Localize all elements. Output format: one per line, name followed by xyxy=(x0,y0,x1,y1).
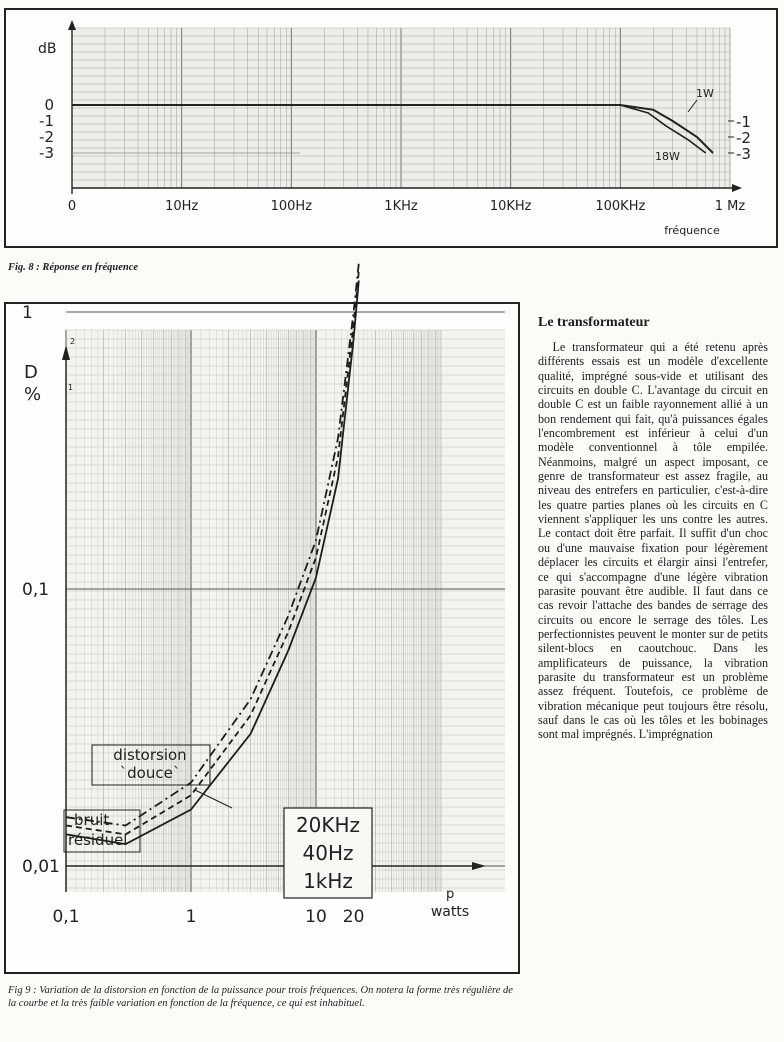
fig9-caption: Fig 9 : Variation de la distorsion en fonction de la puissance pour trois fréquences. On notera la forme très régulière de la courbe et la très faible variation en fonction de la fréquence, ce qui est inhabituel. xyxy=(8,985,513,1009)
fig9-x-tick: 0,1 xyxy=(52,907,80,927)
fig9-x-tick: 1 xyxy=(185,907,197,927)
fig9-y-tick: 0,1 xyxy=(22,580,50,600)
fig9-x-tick: 10 xyxy=(305,907,327,927)
fig9-x-tick: 20 xyxy=(342,907,365,927)
fig8-y-tick-right: -1 xyxy=(736,113,751,131)
fig9-x-label-unit: watts xyxy=(430,904,470,920)
fig8-x-tick: 1KHz xyxy=(384,199,418,214)
fig8-y-unit: dB xyxy=(38,41,57,57)
fig9-y-label-pct: % xyxy=(24,384,42,405)
fig9-top-tick: 2 xyxy=(70,337,76,346)
article-body: Le transformateur qui a été retenu après différents essais est un modèle d'excellente qualité, imprégné sous-vide et utilisant des circuits en double C. L'avantage du circuit en double C est un faible rayonnement allié à un bon rendement qui fait, qu'à puissances égales l'encombrement est inférieur à celui d'un modèle conventionnel à tôle empilée. Néanmoins, malgré un aspect imposant, ce genre de transformateur est assez fragile, au niveau des entrefers en particulier, c'est-à-dire les quatre parties planes où les circuits en C viennent s'appliquer les uns contre les autres. Le contact doit être parfait. Il suffit d'un choc ou d'une mauvaise fixation pour légèrement déplacer les circuits et élargir ainsi l'entrefer, ce qui s'accompagne d'une légère vibration parasite pouvant être audible. Il faut dans ce cas revoir l'attache des bandes de serrage des circuits ou encore le serrage des tôles. Les perfectionnistes peuvent le monter sur de petits silent-blocs en caoutchouc. Dans les amplificateurs de puissance, la vibration parasite du transformateur est un problème assez fréquent. Toutefois, ce problème de vibration mécanique peut toujours être résolu, sauf dans le cas où les tôles et les bobinages sont mal imprégnés. L'imprégnation xyxy=(538,340,768,742)
fig9-annotation-noise: résiduel xyxy=(68,831,128,849)
fig8-x-tick: 100KHz xyxy=(595,199,646,214)
fig9-annotation-noise: bruit xyxy=(74,811,110,829)
fig8-x-tick: 0 xyxy=(67,199,77,214)
fig8-y-tick-left: 0 xyxy=(44,96,54,114)
fig8-x-tick: 10KHz xyxy=(489,199,532,214)
fig8-x-label: fréquence xyxy=(664,224,720,237)
fig8-caption: Fig. 8 : Réponse en fréquence xyxy=(8,262,139,273)
fig8-y-tick-left: -1 xyxy=(39,112,54,130)
fig8-y-tick-left: -3 xyxy=(39,144,54,162)
fig9-x-label-p: p xyxy=(446,887,455,902)
article-heading: Le transformateur xyxy=(538,315,650,330)
fig9-annotation-distortion: distorsion xyxy=(113,746,187,764)
fig8-curve-label: 1W xyxy=(696,87,714,100)
fig9-annotation-distortion: `douce` xyxy=(119,764,181,782)
fig8-y-tick-right: -3 xyxy=(736,145,751,163)
fig9-legend-entry: 40Hz xyxy=(302,841,354,865)
fig9-legend-entry: 20KHz xyxy=(295,813,361,837)
fig9-y-tick: 1 xyxy=(22,303,33,323)
fig9-legend-entry: 1kHz xyxy=(303,869,353,893)
fig9-y-label-d: D xyxy=(24,362,38,383)
fig8-curve-label: 18W xyxy=(655,150,680,163)
fig8-x-tick: 100Hz xyxy=(270,199,313,214)
fig9-top-tick: 1 xyxy=(68,383,74,392)
fig8-x-tick: 1 Mz xyxy=(714,199,746,214)
fig9-y-tick: 0,01 xyxy=(22,857,60,877)
fig8-x-tick: 10Hz xyxy=(165,199,199,214)
fig8-y-tick-left: -2 xyxy=(39,128,54,146)
fig8-y-tick-right: -2 xyxy=(736,129,751,147)
